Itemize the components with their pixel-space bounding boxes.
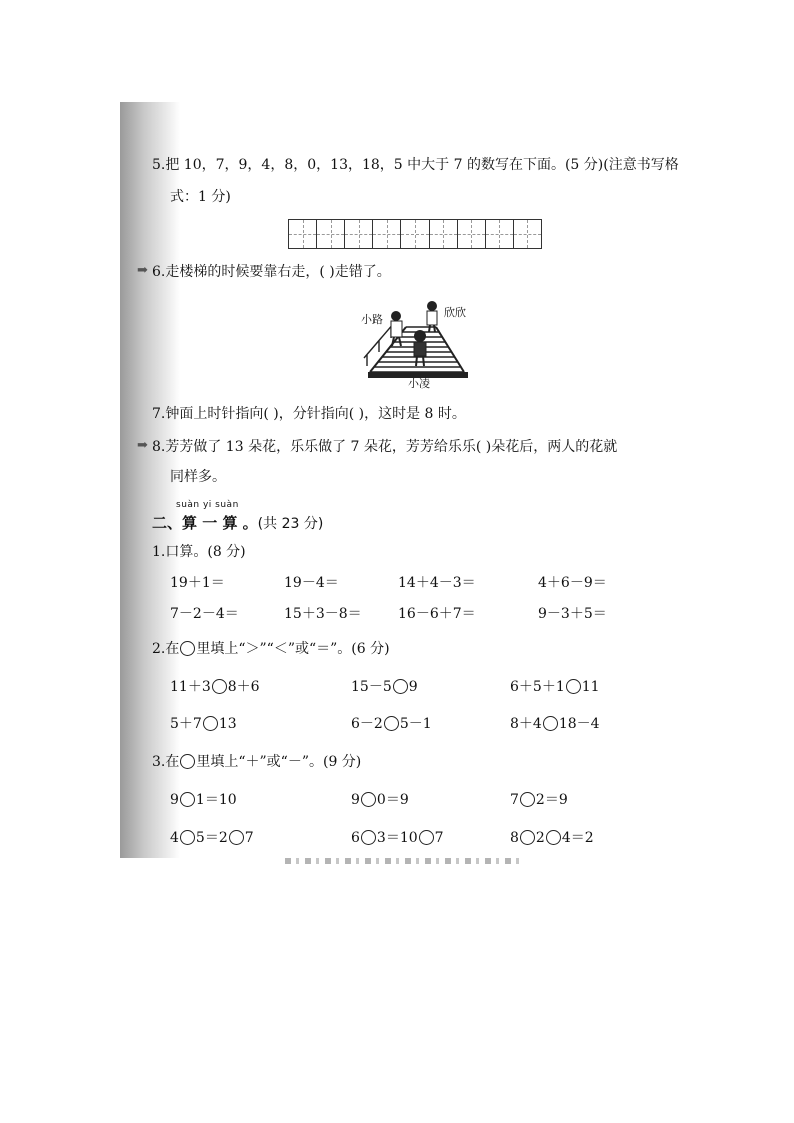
s2q3-title-pre: 3.在 [152, 754, 180, 770]
grid-cell[interactable] [514, 220, 541, 248]
calc-item: 14＋4－3＝ [398, 575, 476, 591]
q8-text-line1: 8.芳芳做了 13 朵花，乐乐做了 7 朵花，芳芳给乐乐( )朵花后，两人的花就 [152, 439, 618, 455]
section2-points: (共 23 分) [257, 516, 324, 532]
section2-pinyin: suàn yi suàn [176, 500, 239, 510]
arrow-marker-icon: ➡ [137, 263, 148, 278]
grid-cell[interactable] [430, 220, 458, 248]
q8-text-line2: 同样多。 [170, 469, 226, 485]
grid-cell[interactable] [373, 220, 401, 248]
circle-icon [180, 641, 195, 656]
calc-item: 19－4＝ [284, 575, 339, 591]
answer-circle[interactable] [180, 792, 195, 807]
calc-item: 19＋1＝ [170, 575, 225, 591]
grid-cell[interactable] [289, 220, 317, 248]
s2q2-title-post: 里填上“＞”“＜”或“＝”。(6 分) [196, 641, 390, 657]
s2q2-title [152, 640, 390, 658]
q5-text-line2: 式：1 分) [170, 189, 231, 205]
answer-circle[interactable] [543, 716, 558, 731]
sign-item: 7 2＝9 [510, 792, 568, 808]
grid-cell[interactable] [486, 220, 514, 248]
sign-item: 9 0＝9 [351, 792, 409, 808]
s2q1-title: 1.口算。(8 分) [152, 544, 246, 560]
grid-cell[interactable] [317, 220, 345, 248]
compare-item: 11＋3 8＋6 [170, 679, 260, 695]
figure-label-left: 小路 [361, 313, 383, 326]
sign-item: 6 3＝10 7 [351, 830, 444, 846]
answer-circle[interactable] [546, 830, 561, 845]
answer-circle[interactable] [229, 830, 244, 845]
compare-item: 5＋7 13 [170, 716, 237, 732]
answer-circle[interactable] [520, 792, 535, 807]
q7-text: 7.钟面上时针指向( )，分针指向( )，这时是 8 时。 [152, 406, 466, 422]
calc-item: 16－6＋7＝ [398, 606, 476, 622]
answer-circle[interactable] [361, 792, 376, 807]
grid-cell[interactable] [401, 220, 429, 248]
calc-item: 15＋3－8＝ [284, 606, 362, 622]
cropped-footer-text [285, 858, 525, 864]
compare-item: 6－2 5－1 [351, 716, 432, 732]
q6-text: 6.走楼梯的时候要靠右走，( )走错了。 [152, 264, 391, 280]
compare-item: 8＋4 18－4 [510, 716, 600, 732]
section2-title-text: 二、算 一 算 。 [152, 514, 258, 532]
q5-text-line1: 5.把 10，7，9，4，8，0，13，18，5 中大于 7 的数写在下面。(5 分)(注意书写格 [152, 157, 679, 173]
section2-title [152, 512, 323, 533]
figure-label-right: 欣欣 [444, 306, 466, 319]
calc-item: 7－2－4＝ [170, 606, 239, 622]
answer-circle[interactable] [566, 679, 581, 694]
answer-circle[interactable] [393, 679, 408, 694]
figure-label-bottom: 小凌 [408, 377, 430, 390]
s2q3-title-post: 里填上“＋”或“－”。(9 分) [196, 754, 362, 770]
answer-circle[interactable] [384, 716, 399, 731]
sign-item: 4 5＝2 7 [170, 830, 254, 846]
compare-item: 15－5 9 [351, 679, 418, 695]
s2q2-title-pre: 2.在 [152, 641, 180, 657]
grid-cell[interactable] [345, 220, 373, 248]
answer-circle[interactable] [212, 679, 227, 694]
answer-circle[interactable] [180, 830, 195, 845]
s2q3-title [152, 753, 361, 771]
answer-circle[interactable] [419, 830, 434, 845]
calc-item: 4＋6－9＝ [538, 575, 607, 591]
circle-icon [180, 754, 195, 769]
answer-circle[interactable] [520, 830, 535, 845]
calc-item: 9－3＋5＝ [538, 606, 607, 622]
answer-circle[interactable] [361, 830, 376, 845]
arrow-marker-icon: ➡ [137, 438, 148, 453]
compare-item: 6＋5＋1 11 [510, 679, 600, 695]
sign-item: 9 1＝10 [170, 792, 237, 808]
q5-writing-grid[interactable] [288, 219, 542, 249]
answer-circle[interactable] [203, 716, 218, 731]
sign-item: 8 2 4＝2 [510, 830, 594, 846]
grid-cell[interactable] [458, 220, 486, 248]
